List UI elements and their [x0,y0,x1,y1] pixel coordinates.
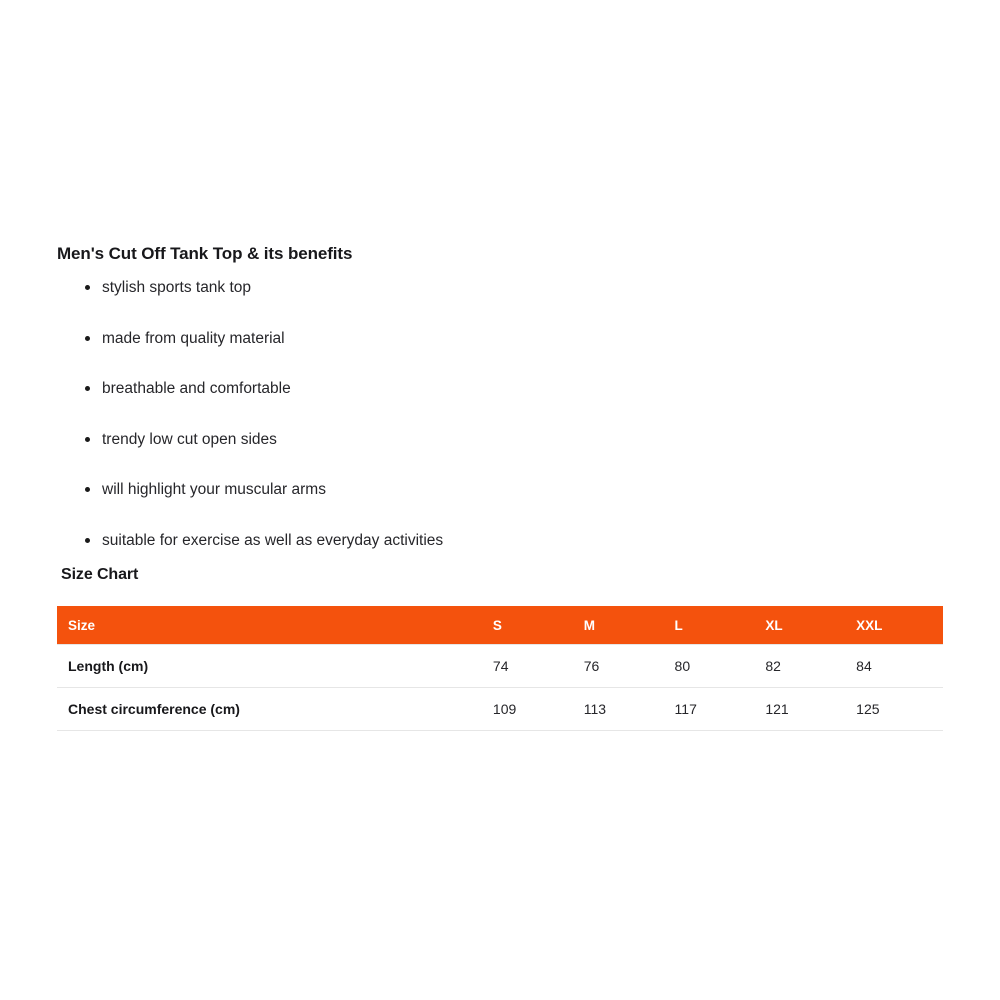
bullet-icon [85,538,90,543]
row-label-chest: Chest circumference (cm) [57,688,493,731]
list-item-label: breathable and comfortable [102,380,291,397]
cell-length-xxl: 84 [856,645,943,688]
list-item [57,533,937,549]
cell-length-s: 74 [493,645,584,688]
bullet-icon [85,285,90,290]
benefits-list [57,280,937,548]
size-chart-table [57,606,943,731]
list-item [57,482,937,498]
size-chart-section [57,566,943,731]
benefits-section [57,244,937,548]
row-label-length: Length (cm) [57,645,493,688]
cell-length-m: 76 [584,645,675,688]
table-body [57,645,943,731]
benefits-title: Men's Cut Off Tank Top & its benefits [57,244,353,263]
bullet-icon [85,336,90,341]
cell-chest-s: 109 [493,688,584,731]
cell-length-l: 80 [675,645,766,688]
list-item-label: suitable for exercise as well as everyday activities [102,531,444,549]
cell-chest-m: 113 [584,688,675,731]
column-header-m: M [584,606,675,645]
size-chart-title: Size Chart [61,566,139,583]
bullet-icon [85,386,90,391]
table-row [57,645,943,688]
table-row [57,688,943,731]
table-header-row [57,606,943,645]
column-header-l: L [675,606,766,645]
column-header-xl: XL [765,606,856,645]
bullet-icon [85,437,90,442]
column-header-size: Size [57,606,493,645]
cell-chest-xxl: 125 [856,688,943,731]
list-item [57,381,937,397]
cell-chest-xl: 121 [765,688,856,731]
list-item [57,331,937,347]
cell-length-xl: 82 [765,645,856,688]
table-header [57,606,943,645]
column-header-xxl: XXL [856,606,943,645]
list-item [57,432,937,448]
list-item-label: trendy low cut open sides [102,430,277,448]
list-item-label: stylish sports tank top [102,279,252,296]
bullet-icon [85,487,90,492]
list-item-label: made from quality material [102,329,285,347]
list-item [57,280,937,296]
list-item-label: will highlight your muscular arms [102,481,326,498]
column-header-s: S [493,606,584,645]
cell-chest-l: 117 [675,688,766,731]
